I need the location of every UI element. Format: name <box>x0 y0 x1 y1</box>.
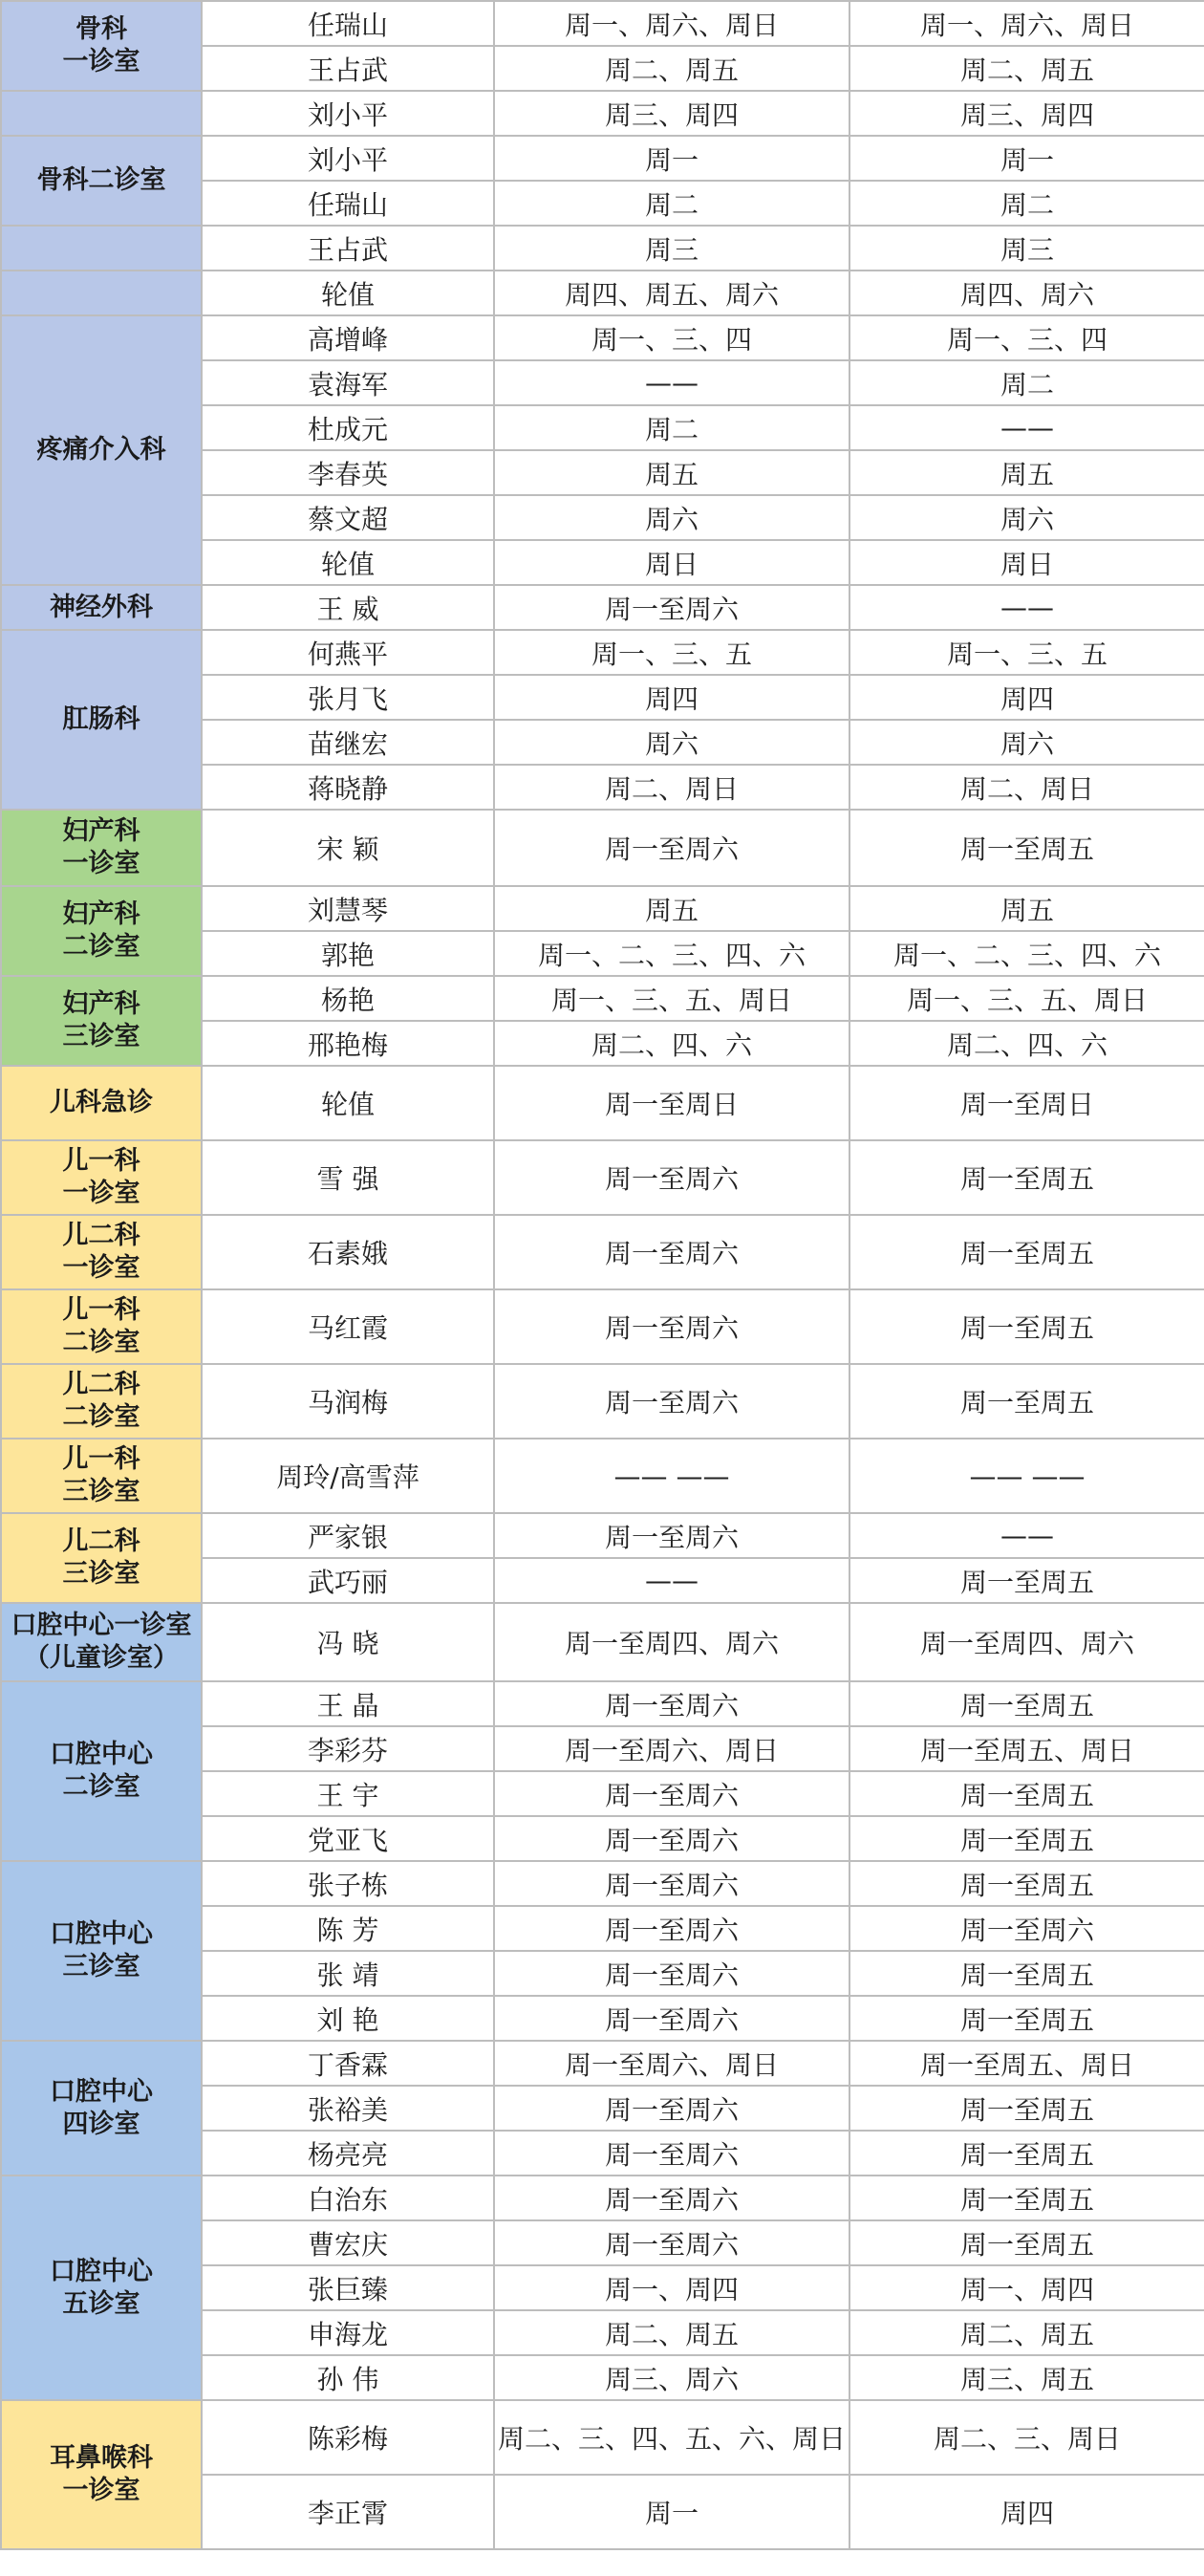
schedule-cell-a: 周一至周六 <box>494 1951 849 1996</box>
schedule-cell-a: 周二、周五 <box>494 46 849 91</box>
doctor-name-cell: 王 晶 <box>202 1681 494 1726</box>
table-row <box>1 315 1204 360</box>
schedule-cell-b: 周一至周五、周日 <box>849 2041 1204 2086</box>
doctor-name-cell: 苗继宏 <box>202 720 494 765</box>
table-row <box>1 1 1204 46</box>
doctor-name-cell: 轮值 <box>202 1066 494 1140</box>
doctor-name-cell: 任瑞山 <box>202 181 494 226</box>
doctor-name-cell: 任瑞山 <box>202 1 494 46</box>
department-cell: 儿二科 三诊室 <box>1 1513 202 1603</box>
table-row <box>1 136 1204 181</box>
table-row <box>1 886 1204 931</box>
doctor-name-cell: 刘 艳 <box>202 1996 494 2041</box>
schedule-cell-a: 周一至周六 <box>494 1140 849 1215</box>
doctor-name-cell: 杨艳 <box>202 976 494 1021</box>
department-cell: 妇产科 二诊室 <box>1 886 202 976</box>
department-cell: 疼痛介入科 <box>1 315 202 585</box>
schedule-cell-b: 周二、周五 <box>849 46 1204 91</box>
schedule-cell-b: 周六 <box>849 720 1204 765</box>
table-row <box>1 271 1204 315</box>
schedule-cell-a: 周一至周六 <box>494 1215 849 1289</box>
doctor-name-cell: 陈 芳 <box>202 1906 494 1951</box>
department-cell: 口腔中心 二诊室 <box>1 1681 202 1861</box>
schedule-cell-a: 周一至周日 <box>494 1066 849 1140</box>
department-cell: 肛肠科 <box>1 630 202 810</box>
schedule-cell-a: 周一至周六 <box>494 1364 849 1439</box>
schedule-cell-b: —— <box>849 585 1204 630</box>
schedule-cell-a: —— <box>494 1558 849 1603</box>
schedule-cell-b: 周一至周五 <box>849 2220 1204 2265</box>
schedule-cell-a: 周一、二、三、四、六 <box>494 931 849 976</box>
table-row <box>1 1289 1204 1364</box>
doctor-name-cell: 李彩芬 <box>202 1726 494 1771</box>
schedule-cell-b: —— <box>849 1513 1204 1558</box>
schedule-cell-a: 周一、周四 <box>494 2265 849 2310</box>
schedule-cell-a: 周一至周六 <box>494 585 849 630</box>
doctor-name-cell: 轮值 <box>202 540 494 585</box>
schedule-cell-b: 周一至周五、周日 <box>849 1726 1204 1771</box>
schedule-cell-a: 周二 <box>494 181 849 226</box>
department-cell: 儿一科 一诊室 <box>1 1140 202 1215</box>
schedule-cell-b: 周一至周五 <box>849 1558 1204 1603</box>
schedule-cell-b: 周三 <box>849 226 1204 271</box>
schedule-cell-a: 周一、三、五 <box>494 630 849 675</box>
schedule-cell-b: 周二、三、周日 <box>849 2400 1204 2475</box>
schedule-cell-b: 周一至周五 <box>849 1861 1204 1906</box>
schedule-cell-b: 周四 <box>849 675 1204 720</box>
table-row <box>1 91 1204 136</box>
schedule-cell-b: 周一、二、三、四、六 <box>849 931 1204 976</box>
schedule-cell-a: 周一至周六 <box>494 2086 849 2131</box>
department-cell: 神经外科 <box>1 585 202 630</box>
doctor-name-cell: 严家银 <box>202 1513 494 1558</box>
doctor-name-cell: 郭艳 <box>202 931 494 976</box>
schedule-cell-b: 周一至周五 <box>849 1364 1204 1439</box>
schedule-body <box>1 1 1204 2549</box>
department-cell: 骨科 一诊室 <box>1 1 202 91</box>
schedule-cell-b: 周一至周五 <box>849 1816 1204 1861</box>
schedule-cell-b: 周一至周五 <box>849 810 1204 886</box>
doctor-name-cell: 高增峰 <box>202 315 494 360</box>
department-cell: 儿科急诊 <box>1 1066 202 1140</box>
schedule-cell-b: 周一至周四、周六 <box>849 1603 1204 1681</box>
schedule-cell-b: 周一至周五 <box>849 1771 1204 1816</box>
doctor-name-cell: 蒋晓静 <box>202 765 494 810</box>
department-cell: 儿二科 一诊室 <box>1 1215 202 1289</box>
schedule-cell-b: 周二、周日 <box>849 765 1204 810</box>
table-row <box>1 1513 1204 1558</box>
schedule-cell-a: 周一至周六 <box>494 1996 849 2041</box>
doctor-name-cell: 王 宇 <box>202 1771 494 1816</box>
schedule-cell-b: 周一至周五 <box>849 1140 1204 1215</box>
schedule-cell-b: 周一至周五 <box>849 1215 1204 1289</box>
doctor-name-cell: 李春英 <box>202 450 494 495</box>
department-cell-continued <box>1 91 202 136</box>
schedule-cell-a: 周四 <box>494 675 849 720</box>
schedule-cell-b: 周一至周五 <box>849 1996 1204 2041</box>
schedule-cell-a: 周二 <box>494 405 849 450</box>
doctor-name-cell: 张裕美 <box>202 2086 494 2131</box>
schedule-cell-a: 周一至周六 <box>494 1289 849 1364</box>
doctor-name-cell: 王占武 <box>202 226 494 271</box>
schedule-cell-b: 周日 <box>849 540 1204 585</box>
schedule-cell-b: 周四 <box>849 2475 1204 2549</box>
schedule-cell-b: —— <box>849 405 1204 450</box>
doctor-name-cell: 王 威 <box>202 585 494 630</box>
schedule-cell-b: 周二 <box>849 181 1204 226</box>
schedule-cell-a: 周一至周六 <box>494 2220 849 2265</box>
schedule-cell-a: 周四、周五、周六 <box>494 271 849 315</box>
doctor-name-cell: 曹宏庆 <box>202 2220 494 2265</box>
doctor-name-cell: 张巨臻 <box>202 2265 494 2310</box>
table-row <box>1 585 1204 630</box>
schedule-cell-a: 周一至周六、周日 <box>494 1726 849 1771</box>
schedule-cell-a: 周六 <box>494 720 849 765</box>
doctor-name-cell: 刘小平 <box>202 136 494 181</box>
table-row <box>1 1364 1204 1439</box>
doctor-name-cell: 雪 强 <box>202 1140 494 1215</box>
doctor-name-cell: 轮值 <box>202 271 494 315</box>
schedule-cell-a: 周六 <box>494 495 849 540</box>
table-row <box>1 1861 1204 1906</box>
schedule-cell-a: 周一至周六 <box>494 2176 849 2220</box>
schedule-cell-a: 周一至周六 <box>494 1681 849 1726</box>
schedule-cell-b: 周一至周五 <box>849 2176 1204 2220</box>
table-row <box>1 1140 1204 1215</box>
doctor-name-cell: 马红霞 <box>202 1289 494 1364</box>
schedule-cell-a: 周一至周六 <box>494 1816 849 1861</box>
schedule-cell-b: 周一 <box>849 136 1204 181</box>
table-row <box>1 1681 1204 1726</box>
schedule-cell-b: 周五 <box>849 886 1204 931</box>
doctor-name-cell: 党亚飞 <box>202 1816 494 1861</box>
schedule-cell-b: —— —— <box>849 1439 1204 1513</box>
department-cell: 儿一科 三诊室 <box>1 1439 202 1513</box>
schedule-cell-b: 周二、周五 <box>849 2310 1204 2355</box>
doctor-name-cell: 刘慧琴 <box>202 886 494 931</box>
doctor-name-cell: 石素娥 <box>202 1215 494 1289</box>
schedule-cell-b: 周一至周日 <box>849 1066 1204 1140</box>
doctor-name-cell: 孙 伟 <box>202 2355 494 2400</box>
schedule-cell-a: 周一至周四、周六 <box>494 1603 849 1681</box>
doctor-name-cell: 冯 晓 <box>202 1603 494 1681</box>
table-row <box>1 810 1204 886</box>
schedule-cell-b: 周二 <box>849 360 1204 405</box>
department-cell: 口腔中心 五诊室 <box>1 2176 202 2400</box>
doctor-name-cell: 刘小平 <box>202 91 494 136</box>
table-row <box>1 1439 1204 1513</box>
department-cell: 口腔中心一诊室 （儿童诊室） <box>1 1603 202 1681</box>
schedule-cell-a: —— <box>494 360 849 405</box>
schedule-cell-a: 周五 <box>494 450 849 495</box>
schedule-cell-a: 周一至周六 <box>494 1513 849 1558</box>
schedule-cell-b: 周三、周四 <box>849 91 1204 136</box>
table-row <box>1 2176 1204 2220</box>
schedule-cell-a: 周二、四、六 <box>494 1021 849 1066</box>
schedule-cell-a: 周一至周六 <box>494 2131 849 2176</box>
schedule-cell-b: 周一至周五 <box>849 2086 1204 2131</box>
doctor-name-cell: 丁香霖 <box>202 2041 494 2086</box>
department-cell: 妇产科 一诊室 <box>1 810 202 886</box>
doctor-name-cell: 袁海军 <box>202 360 494 405</box>
doctor-name-cell: 杨亮亮 <box>202 2131 494 2176</box>
department-cell-continued <box>1 226 202 271</box>
schedule-cell-a: 周一至周六、周日 <box>494 2041 849 2086</box>
schedule-cell-a: 周一 <box>494 136 849 181</box>
doctor-name-cell: 宋 颖 <box>202 810 494 886</box>
table-row <box>1 226 1204 271</box>
doctor-name-cell: 王占武 <box>202 46 494 91</box>
doctor-name-cell: 蔡文超 <box>202 495 494 540</box>
schedule-cell-b: 周四、周六 <box>849 271 1204 315</box>
department-cell: 骨科二诊室 <box>1 136 202 226</box>
department-cell: 口腔中心 三诊室 <box>1 1861 202 2041</box>
doctor-name-cell: 张月飞 <box>202 675 494 720</box>
schedule-cell-b: 周一至周五 <box>849 2131 1204 2176</box>
doctor-name-cell: 陈彩梅 <box>202 2400 494 2475</box>
schedule-cell-b: 周二、四、六 <box>849 1021 1204 1066</box>
table-row <box>1 1066 1204 1140</box>
doctor-name-cell: 申海龙 <box>202 2310 494 2355</box>
table-row <box>1 2400 1204 2475</box>
schedule-cell-a: 周日 <box>494 540 849 585</box>
schedule-cell-b: 周一、三、五 <box>849 630 1204 675</box>
doctor-name-cell: 张子栋 <box>202 1861 494 1906</box>
doctor-name-cell: 李正霄 <box>202 2475 494 2549</box>
table-row <box>1 630 1204 675</box>
schedule-cell-b: 周一至周六 <box>849 1906 1204 1951</box>
schedule-cell-a: 周二、周日 <box>494 765 849 810</box>
schedule-cell-b: 周一至周五 <box>849 1951 1204 1996</box>
schedule-cell-a: 周一至周六 <box>494 1771 849 1816</box>
schedule-cell-b: 周六 <box>849 495 1204 540</box>
schedule-cell-b: 周一、周六、周日 <box>849 1 1204 46</box>
doctor-name-cell: 邢艳梅 <box>202 1021 494 1066</box>
doctor-name-cell: 杜成元 <box>202 405 494 450</box>
schedule-cell-b: 周一至周五 <box>849 1681 1204 1726</box>
table-row <box>1 1603 1204 1681</box>
schedule-cell-a: 周一、三、四 <box>494 315 849 360</box>
doctor-name-cell: 周玲/高雪萍 <box>202 1439 494 1513</box>
schedule-cell-a: 周一至周六 <box>494 810 849 886</box>
schedule-cell-a: 周一至周六 <box>494 1861 849 1906</box>
schedule-cell-b: 周一、周四 <box>849 2265 1204 2310</box>
schedule-cell-a: 周一、周六、周日 <box>494 1 849 46</box>
table-row <box>1 1215 1204 1289</box>
schedule-cell-a: 周一、三、五、周日 <box>494 976 849 1021</box>
doctor-name-cell: 张 靖 <box>202 1951 494 1996</box>
schedule-cell-a: 周二、三、四、五、六、周日 <box>494 2400 849 2475</box>
schedule-cell-b: 周五 <box>849 450 1204 495</box>
schedule-cell-b: 周三、周五 <box>849 2355 1204 2400</box>
schedule-cell-b: 周一至周五 <box>849 1289 1204 1364</box>
doctor-name-cell: 何燕平 <box>202 630 494 675</box>
department-cell: 儿一科 二诊室 <box>1 1289 202 1364</box>
department-cell-continued <box>1 271 202 315</box>
department-cell: 耳鼻喉科 一诊室 <box>1 2400 202 2549</box>
doctor-name-cell: 白治东 <box>202 2176 494 2220</box>
schedule-cell-b: 周一、三、五、周日 <box>849 976 1204 1021</box>
schedule-cell-b: 周一、三、四 <box>849 315 1204 360</box>
schedule-cell-a: 周一 <box>494 2475 849 2549</box>
schedule-cell-a: —— —— <box>494 1439 849 1513</box>
schedule-cell-a: 周三、周四 <box>494 91 849 136</box>
department-cell: 儿二科 二诊室 <box>1 1364 202 1439</box>
table-row <box>1 976 1204 1021</box>
schedule-cell-a: 周三、周六 <box>494 2355 849 2400</box>
doctor-name-cell: 武巧丽 <box>202 1558 494 1603</box>
schedule-cell-a: 周二、周五 <box>494 2310 849 2355</box>
department-cell: 口腔中心 四诊室 <box>1 2041 202 2176</box>
doctor-name-cell: 马润梅 <box>202 1364 494 1439</box>
table-row <box>1 2041 1204 2086</box>
schedule-cell-a: 周五 <box>494 886 849 931</box>
department-cell: 妇产科 三诊室 <box>1 976 202 1066</box>
schedule-cell-a: 周三 <box>494 226 849 271</box>
schedule-cell-a: 周一至周六 <box>494 1906 849 1951</box>
